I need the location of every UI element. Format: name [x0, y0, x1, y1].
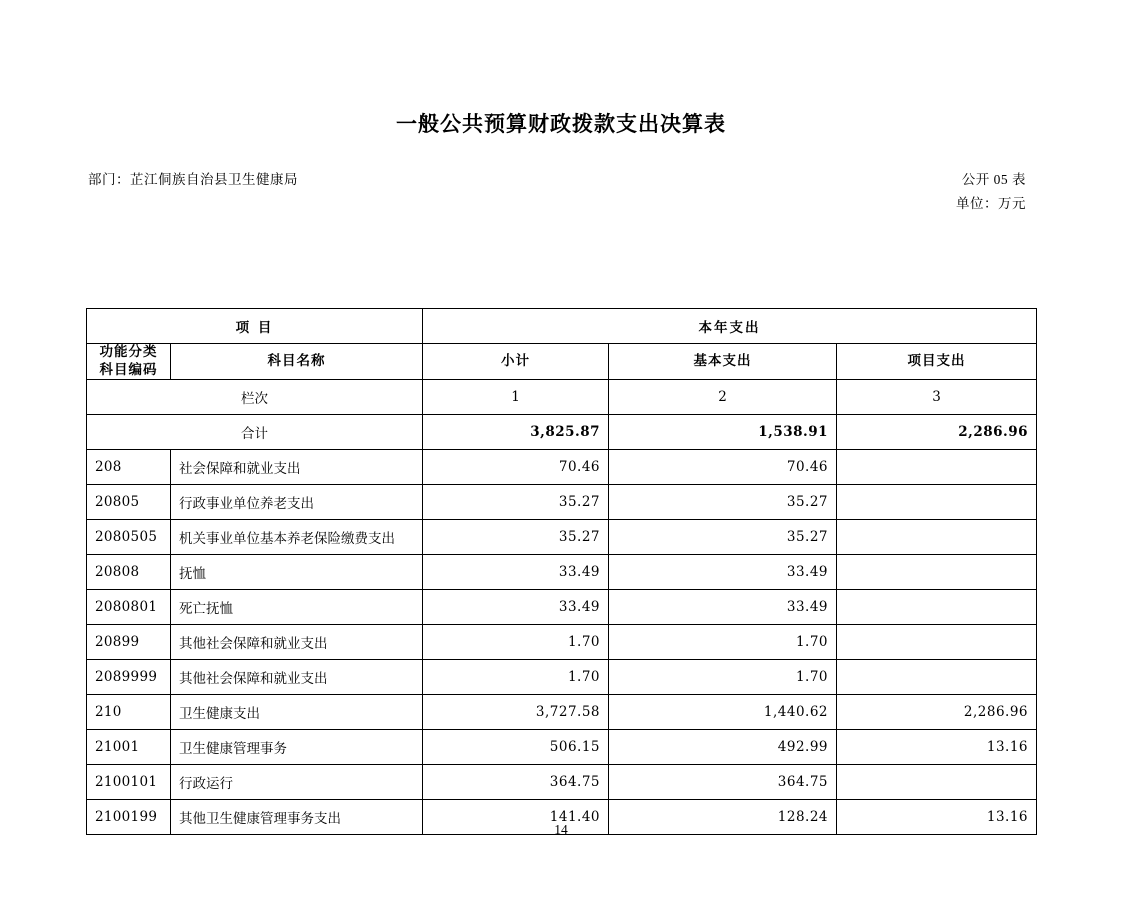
row-project	[837, 590, 1037, 625]
row-code: 20805	[87, 485, 171, 520]
row-name: 死亡抚恤	[171, 590, 423, 625]
table-row	[87, 765, 1037, 800]
page-number: 14	[554, 822, 568, 837]
header-function-code-line1: 功能分类	[99, 344, 158, 360]
row-code: 2089999	[87, 660, 171, 695]
row-subtotal: 364.75	[423, 765, 609, 800]
header-subtotal: 小计	[423, 344, 609, 380]
row-basic: 364.75	[609, 765, 837, 800]
column-index-1: 1	[423, 380, 609, 415]
department-line	[88, 168, 298, 188]
sheet-number: 公开 05 表	[961, 172, 1026, 187]
row-basic: 33.49	[609, 555, 837, 590]
page-title: 一般公共预算财政拨款支出决算表	[396, 111, 726, 136]
row-name: 行政运行	[171, 765, 423, 800]
department-name: 芷江侗族自治县卫生健康局	[130, 172, 298, 187]
row-subtotal: 33.49	[423, 555, 609, 590]
row-subtotal: 3,727.58	[423, 695, 609, 730]
header-function-code-line2: 科目编码	[99, 361, 158, 378]
row-basic: 33.49	[609, 590, 837, 625]
header-subject-name: 科目名称	[171, 344, 423, 380]
total-label: 合计	[87, 415, 423, 450]
table-row	[87, 520, 1037, 555]
row-project: 13.16	[837, 800, 1037, 835]
table-row	[87, 590, 1037, 625]
row-subtotal: 1.70	[423, 625, 609, 660]
row-basic: 492.99	[609, 730, 837, 765]
table-row	[87, 660, 1037, 695]
row-project	[837, 765, 1037, 800]
total-project: 2,286.96	[837, 415, 1037, 450]
row-code: 20808	[87, 555, 171, 590]
row-name: 卫生健康管理事务	[171, 730, 423, 765]
row-name: 其他社会保障和就业支出	[171, 660, 423, 695]
row-basic: 70.46	[609, 450, 837, 485]
row-code: 21001	[87, 730, 171, 765]
row-code: 210	[87, 695, 171, 730]
row-subtotal: 35.27	[423, 485, 609, 520]
row-subtotal: 35.27	[423, 520, 609, 555]
total-row	[87, 415, 1037, 450]
table-header-row	[87, 344, 1037, 380]
table-row	[87, 450, 1037, 485]
row-project	[837, 660, 1037, 695]
column-index-3: 3	[837, 380, 1037, 415]
header-basic-expenditure: 基本支出	[609, 344, 837, 380]
column-index-2: 2	[609, 380, 837, 415]
row-project: 13.16	[837, 730, 1037, 765]
column-index-row	[87, 380, 1037, 415]
row-basic: 1.70	[609, 660, 837, 695]
table-row	[87, 730, 1037, 765]
table-row	[87, 555, 1037, 590]
row-basic: 35.27	[609, 520, 837, 555]
row-project	[837, 555, 1037, 590]
header-function-code	[87, 344, 171, 380]
row-name: 社会保障和就业支出	[171, 450, 423, 485]
row-name: 抚恤	[171, 555, 423, 590]
row-project	[837, 485, 1037, 520]
row-basic: 128.24	[609, 800, 837, 835]
document-meta	[0, 168, 1122, 211]
header-current-year-group: 本年支出	[423, 309, 1037, 344]
table-row	[87, 695, 1037, 730]
row-project: 2,286.96	[837, 695, 1037, 730]
row-subtotal: 70.46	[423, 450, 609, 485]
budget-expenditure-table	[86, 308, 1037, 835]
total-subtotal: 3,825.87	[423, 415, 609, 450]
row-subtotal: 1.70	[423, 660, 609, 695]
row-code: 208	[87, 450, 171, 485]
table-row	[87, 485, 1037, 520]
row-basic: 1.70	[609, 625, 837, 660]
row-name: 机关事业单位基本养老保险缴费支出	[171, 520, 423, 555]
row-name: 行政事业单位养老支出	[171, 485, 423, 520]
total-basic: 1,538.91	[609, 415, 837, 450]
header-item-group: 项 目	[87, 309, 423, 344]
row-project	[837, 450, 1037, 485]
unit-label: 单位：万元	[956, 196, 1026, 211]
row-subtotal: 506.15	[423, 730, 609, 765]
document-page	[0, 108, 1122, 901]
row-subtotal: 33.49	[423, 590, 609, 625]
row-code: 2100101	[87, 765, 171, 800]
table-header-group-row	[87, 309, 1037, 344]
row-code: 2100199	[87, 800, 171, 835]
header-project-expenditure: 项目支出	[837, 344, 1037, 380]
row-name: 卫生健康支出	[171, 695, 423, 730]
row-subtotal: 141.40	[423, 800, 609, 835]
row-project	[837, 520, 1037, 555]
row-code: 20899	[87, 625, 171, 660]
table-row	[87, 625, 1037, 660]
row-basic: 1,440.62	[609, 695, 837, 730]
row-name: 其他卫生健康管理事务支出	[171, 800, 423, 835]
row-code: 2080505	[87, 520, 171, 555]
row-basic: 35.27	[609, 485, 837, 520]
row-code: 2080801	[87, 590, 171, 625]
row-name: 其他社会保障和就业支出	[171, 625, 423, 660]
department-label: 部门：	[88, 172, 130, 187]
column-index-label: 栏次	[87, 380, 423, 415]
row-project	[837, 625, 1037, 660]
